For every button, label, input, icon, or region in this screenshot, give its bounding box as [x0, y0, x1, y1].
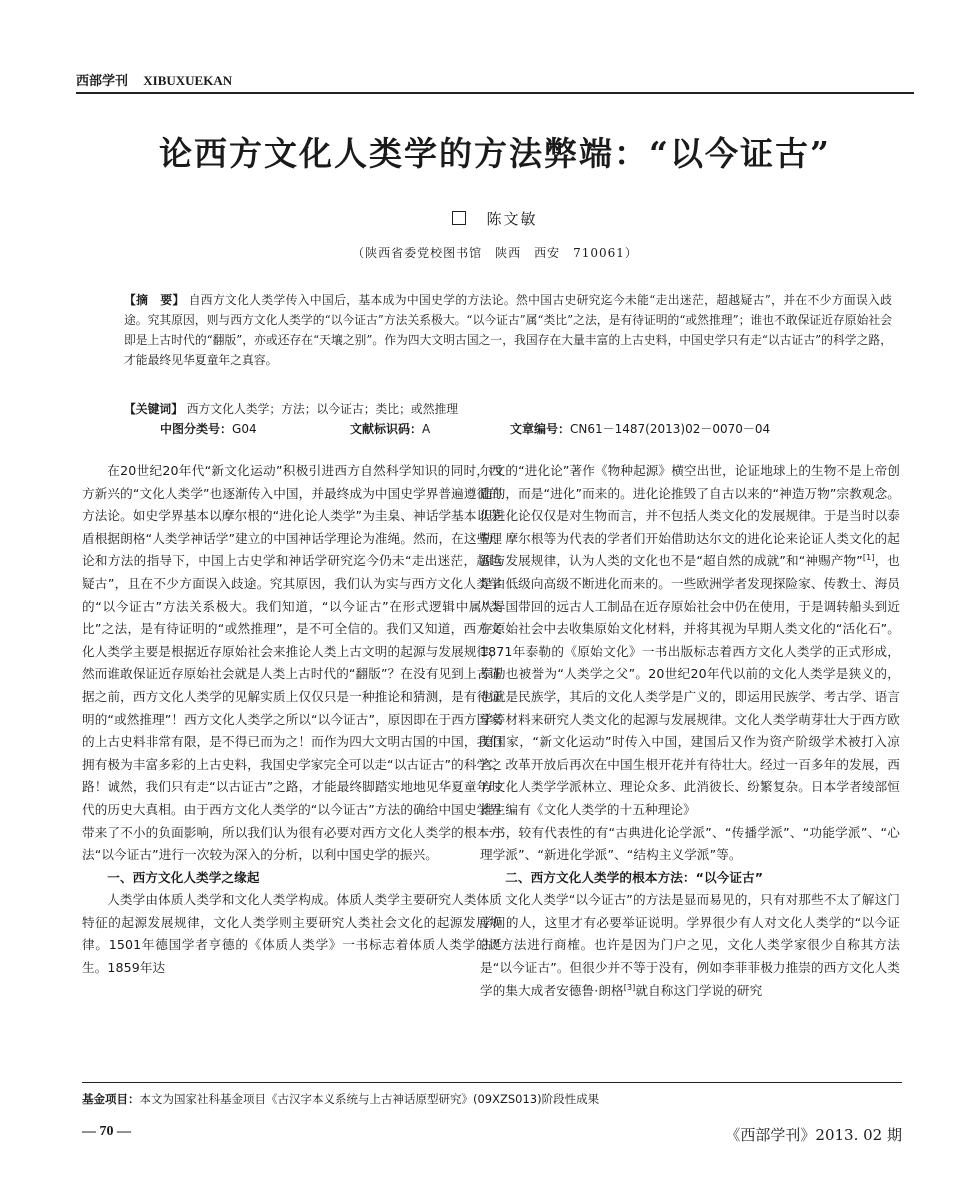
fund-text: 本文为国家社科基金项目《古汉字本义系统与上古神话原型研究》(09XZS013)阶段性成果: [139, 1092, 600, 1106]
journal-issue: 《西部学刊》2013. 02 期: [725, 1126, 902, 1144]
journal-name-cn: 西部学刊: [76, 73, 129, 88]
clc-number: 中图分类号：G04: [160, 422, 257, 436]
author-line: [76, 208, 914, 229]
body-column-right: [480, 460, 900, 1002]
citation-ref: [3]: [623, 982, 636, 992]
paragraph: 文化人类学“以今证古”的方法是显而易见的，只有对那些不太了解这门学问的人，这里才有必要举证说明。学界很少有人对文化人类学的“以今证古”方法进行商榷。也许是因为门户之见，文化人类学家很少自称其方法是“以今证古”。但很少并不等于没有，例如李菲菲极力推崇的西方文化人类学的集大成者安德鲁·朗格[3]就自称这门学说的研究: [480, 892, 900, 998]
document-code: 文献标识码：A: [350, 422, 431, 436]
article-title: 论西方文化人类学的方法弊端：“以今证古”: [159, 134, 831, 173]
section-heading-1: 一、西方文化人类学之缘起: [107, 869, 260, 885]
paragraph: 一书，较有代表性的有“古典进化论学派”、“传播学派”、“功能学派”、“心理学派”、“新进化学派”、“结构主义学派”等。: [480, 824, 900, 863]
abstract: [124, 290, 892, 370]
author-name: 陈文敏: [486, 210, 538, 228]
body-column-left: [82, 460, 502, 980]
abstract-label: 【摘 要】: [124, 293, 185, 307]
paragraph: 人类学由体质人类学和文化人类学构成。体质人类学主要研究人类体质特征的起源发展规律，文化人类学则主要研究人类社会文化的起源发展规律。1501年德国学者亨德的《体质人类学》一书标志着体质人类学的诞生。1859年达: [82, 892, 502, 976]
running-header: [76, 70, 914, 89]
journal-name-en: XIBUXUEKAN: [143, 73, 233, 88]
keywords: [124, 399, 892, 419]
keywords-text: 西方文化人类学；方法；以今证古；类比；或然推理: [186, 402, 459, 416]
paragraph: 尔文的“进化论”著作《物种起源》横空出世，论证地球上的生物不是上帝创造的，而是“进化”而来的。进化论推毁了自古以来的“神造万物”宗教观念。但进化论仅仅是对生物而言，并不包括人类文化的发展规律。于是当时以泰勒、摩尔根等为代表的学者们开始借助达尔文的进化论来论证人类文化的起源与发展规律，认为人类的文化也不是“超自然的成就”和“神赐产物”[1]，也是由低级向高级不断进化而来的。一些欧洲学者发现探险家、传教士、海员从异国带回的远古人工制品在近存原始社会中仍在使用，于是调转船头到近存原始社会中去收集原始文化材料，并将其视为早期人类文化的“活化石”。1871年泰勒的《原始文化》一书出版标志着西方文化人类学的正式形成，泰勒也被誉为“人类学之父”。20世纪20年代以前的文化人类学是狭义的，也就是民族学，其后的文化人类学是广义的，即运用民族学、考古学、语言学等材料来研究人类文化的起源与发展规律。文化人类学萌芽壮大于西方欧美国家，“新文化运动”时传入中国，建国后又作为资产阶级学术被打入凉宫，改革开放后再次在中国生根开花并有待壮大。经过一百多年的发展，西方文化人类学学派林立、理论众多、此消彼长、纷繁复杂。日本学者绫部恒雄主编有《文化人类学的十五种理论》: [480, 463, 901, 817]
fund-note: [82, 1090, 902, 1108]
paragraph: 在20世纪20年代“新文化运动”积极引进西方自然科学知识的同时，西方新兴的“文化人类学”也逐渐传入中国，并最终成为中国史学界普遍遵循的方法论。如史学界基本以摩尔根的“进化论人类学”为圭臬、神话学基本以茅盾根据朗格“人类学神话学”建立的中国神话学理论为准绳。然而，在这些理论和方法的指导下，中国上古史学和神话学研究迄今仍未“走出迷茫，超越疑古”，且在不少方面误入歧途。究其原因，我们认为实与西方文化人类学的“以今证古”方法关系极大。我们知道，“以今证古”在形式逻辑中属“类比”之法，是有待证明的“或然推理”，是不可全信的。我们又知道，西方文化人类学主要是根据近存原始社会来推论人类上古文明的起源与发展规律，然而谁敢保证近存原始社会就是人类上古时代的“翻版”？在没有见到上古证据之前，西方文化人类学的见解实质上仅仅只是一种推论和猜测，是有待证明的“或然推理”！西方文化人类学之所以“以今证古”，原因即在于西方国家的上古史料非常有限，是不得已而为之！而作为四大文明古国的中国，我们拥有极为丰富多彩的上古史料，我国史学家完全可以走“以古证古”的科学之路！诚然，我们只有走“以古证古”之路，才能最终脚踏实地地见华夏童年时代的历史大真相。由于西方文化人类学的“以今证古”方法的确给中国史学界带来了不小的负面影响，所以我们认为很有必要对西方文化人类学的根本方法“以今证古”进行一次较为深入的分析，以利中国史学的振兴。: [82, 463, 503, 863]
citation-ref: [1]: [862, 553, 875, 563]
header-rule: [76, 92, 914, 94]
footnote-rule: [82, 1082, 902, 1083]
article-number: 文章编号：CN61－1487(2013)02－0070－04: [510, 422, 771, 436]
affiliation: （陕西省委党校图书馆 陕西 西安 710061）: [352, 246, 638, 260]
keywords-label: 【关键词】: [124, 402, 183, 416]
section-heading-2: 二、西方文化人类学的根本方法：“以今证古”: [505, 869, 764, 885]
fund-label: 基金项目：: [82, 1092, 140, 1106]
page-number: — 70 —: [82, 1124, 131, 1139]
abstract-text: 自西方文化人类学传入中国后，基本成为中国史学的方法论。然中国古史研究迄今未能“走出迷茫，超越疑古”，并在不少方面误入歧途。究其原因，则与西方文化人类学的“以今证古”方法关系极大。“以今证古”属“类比”之法，是有待证明的“或然推理”；谁也不敢保证近存原始社会即是上古时代的“翻版”，亦或还存在“天壤之别”。作为四大文明古国之一，我国存在大量丰富的上古史料，中国史学只有走“以古证古”的科学之路，才能最终见华夏童年之真容。: [124, 293, 892, 367]
author-box-icon: [452, 211, 466, 225]
